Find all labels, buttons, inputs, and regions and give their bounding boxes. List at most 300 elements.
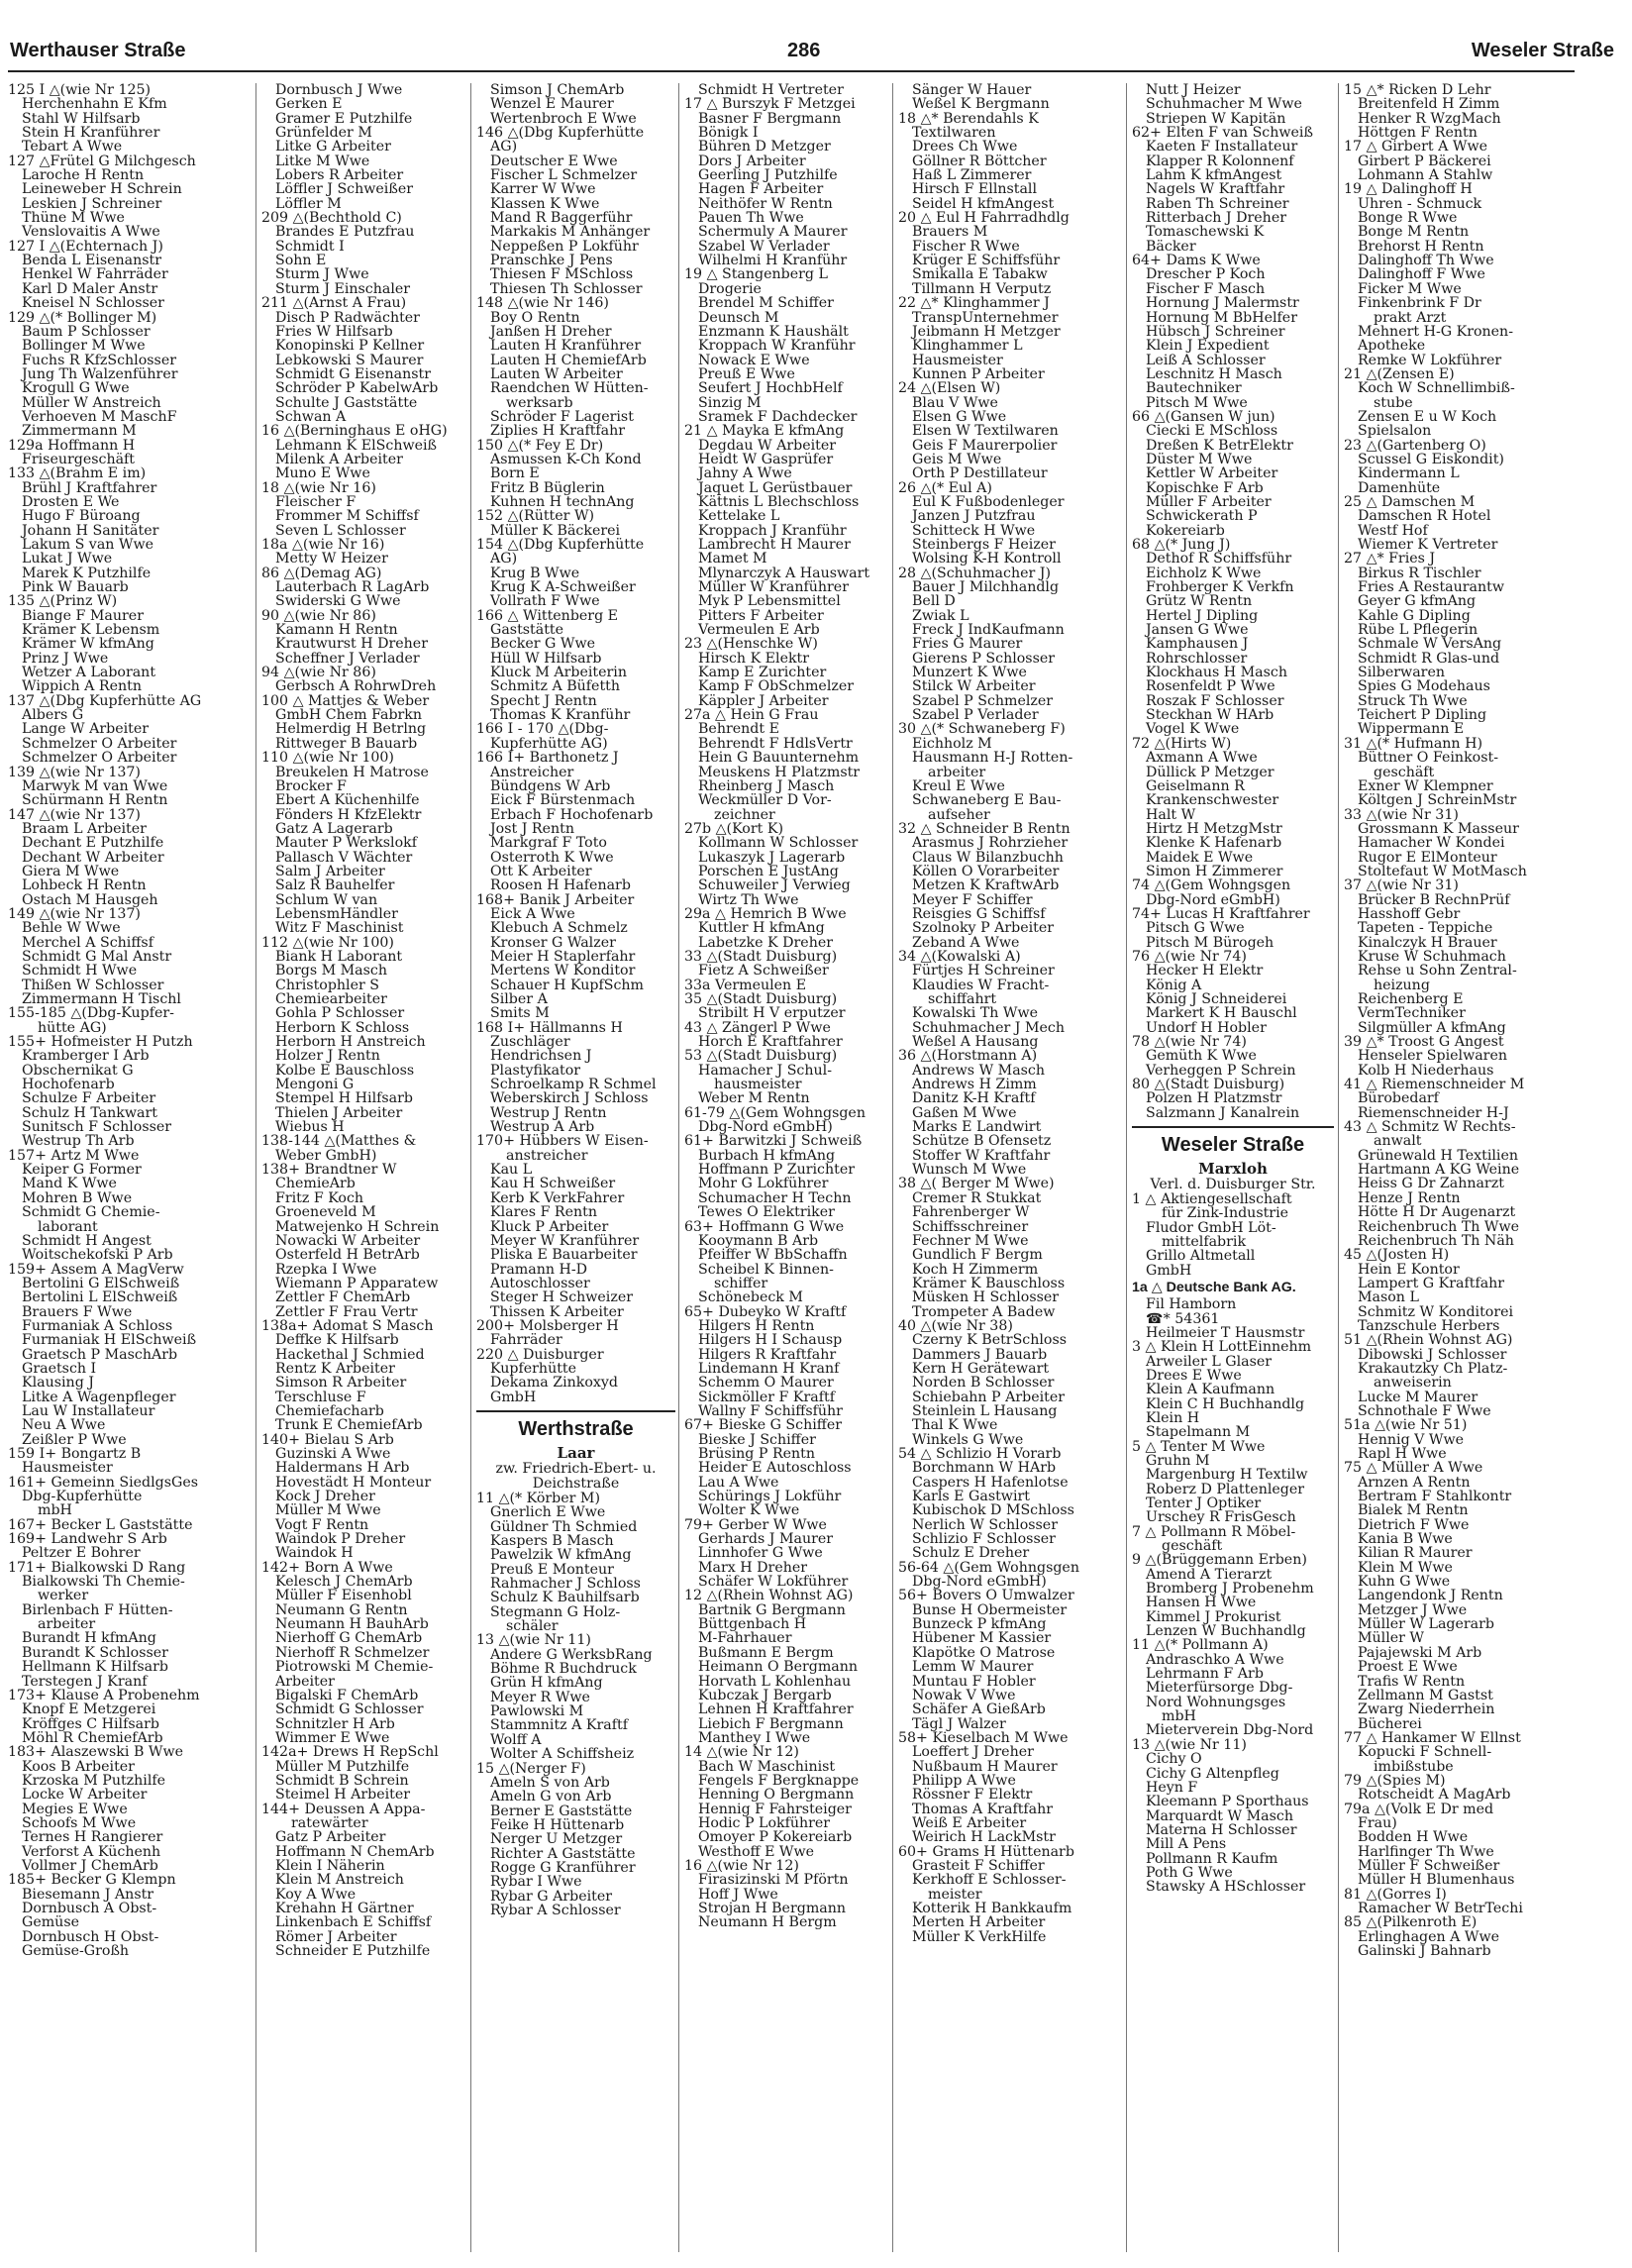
directory-entry: Schmidt G Chemie-	[22, 1205, 160, 1220]
directory-entry: Philipp A Wwe	[912, 1773, 1016, 1789]
directory-entry: Harlfinger Th Wwe	[1358, 1844, 1494, 1859]
directory-entry: Ameln S von Arb	[490, 1775, 610, 1791]
directory-entry: 79+ Gerber W Wwe	[684, 1517, 827, 1533]
directory-entry: Schulz K Bauhilfsarb	[490, 1591, 640, 1605]
directory-entry: Fries A Restaurantw	[1358, 580, 1504, 595]
directory-entry: Blau V Wwe	[912, 395, 998, 410]
directory-entry: Tägl J Walzer	[912, 1716, 1006, 1731]
directory-entry: Biank H Laborant	[275, 949, 403, 965]
directory-entry: Prinz J Wwe	[22, 651, 109, 667]
directory-entry: mittelfabrik	[1162, 1235, 1247, 1250]
directory-entry: Müller M Putzhilfe	[275, 1759, 410, 1774]
directory-entry: Rogge G Kranführer	[490, 1860, 636, 1876]
directory-entry: Schuhmacher M Wwe	[1146, 97, 1302, 112]
directory-entry: Specht J Rentn	[490, 693, 597, 709]
directory-entry: Bühren D Metzger	[698, 140, 831, 155]
directory-entry: Koch H Zimmerm	[912, 1262, 1039, 1277]
directory-entry: Henze J Rentn	[1358, 1190, 1461, 1206]
directory-entry: Richter A Gaststätte	[490, 1846, 636, 1861]
directory-entry: Wippermann E	[1358, 722, 1465, 737]
directory-entry: Rübe L Pflegerin	[1358, 623, 1479, 638]
directory-entry: Dbg-Nord eGmbH)	[698, 1120, 833, 1135]
directory-entry: prakt Arzt	[1374, 310, 1447, 325]
directory-entry: Schmidt G Mal Anstr	[22, 949, 172, 965]
directory-entry: Erlinghagen A Wwe	[1358, 1929, 1500, 1945]
directory-entry: Wiebus H	[275, 1120, 345, 1135]
directory-entry: Dbg-Kupferhütte	[22, 1490, 143, 1504]
directory-entry: Steinbergs F Heizer	[912, 538, 1056, 553]
directory-entry: Hertel J Dipling	[1146, 608, 1259, 624]
directory-entry: 14 △(wie Nr 12)	[684, 1745, 799, 1760]
directory-entry: Berner E Gaststätte	[490, 1804, 633, 1818]
directory-entry: 154 △(Dbg Kupferhütte	[476, 538, 645, 553]
column-3	[476, 83, 675, 2257]
directory-entry: Furmaniak H ElSchweiß	[22, 1333, 197, 1348]
directory-entry: Kroppach W Kranführ	[698, 339, 856, 354]
directory-entry: Rybar A Schlosser	[490, 1903, 621, 1918]
directory-entry: Müller W Anstreich	[22, 395, 161, 410]
directory-entry: Klenke K Hafenarb	[1146, 836, 1282, 851]
directory-entry: Bunzeck P kfmAng	[912, 1617, 1047, 1632]
directory-entry: 30 △(* Schwaneberg F)	[898, 722, 1066, 737]
directory-entry: Müller K VerkHilfe	[912, 1929, 1047, 1945]
column-divider	[892, 83, 893, 2252]
directory-entry: 37 △(wie Nr 31)	[1344, 878, 1459, 893]
directory-entry: Burandt H kfmAng	[22, 1631, 156, 1646]
directory-entry: Arweiler L Glaser	[1146, 1354, 1273, 1369]
section-note: zw. Friedrich-Ebert- u.	[495, 1460, 657, 1477]
directory-entry: Linnhofer G Wwe	[698, 1546, 823, 1561]
directory-entry: Dechant E Putzhilfe	[22, 836, 164, 851]
directory-entry: Klein C H Buchhandlg	[1146, 1396, 1305, 1411]
directory-entry: König A	[1146, 978, 1202, 992]
directory-entry: Lukat J Wwe	[22, 552, 113, 567]
directory-entry: Kowalski Th Wwe	[912, 1006, 1039, 1021]
directory-entry: Schönebeck M	[698, 1290, 803, 1305]
directory-entry: Drees E Wwe	[1146, 1368, 1242, 1384]
directory-entry: Schröder P KabelwArb	[275, 381, 439, 396]
directory-entry: Kramberger I Arb	[22, 1049, 150, 1064]
directory-entry: Heider E Autoschloss	[698, 1461, 852, 1476]
column-1	[8, 83, 248, 2257]
directory-entry: Marek K Putzhilfe	[22, 566, 152, 581]
directory-entry: Terstegen J Kranf	[22, 1674, 148, 1689]
directory-entry: Krakautzky Ch Platz-	[1358, 1361, 1508, 1377]
directory-entry: Andraschko A Wwe	[1146, 1652, 1284, 1668]
directory-entry: Lauten W Arbeiter	[490, 366, 623, 382]
directory-entry: schiffer	[714, 1276, 768, 1291]
directory-entry: Pauen Th Wwe	[698, 211, 804, 226]
directory-entry: Gatz P Arbeiter	[275, 1830, 386, 1845]
directory-entry: Spies G Modehaus	[1358, 679, 1490, 694]
directory-entry: Wallny F Schiffsführ	[698, 1403, 843, 1419]
directory-entry: Weber GmbH)	[275, 1148, 377, 1164]
directory-entry: Herborn K Schloss	[275, 1020, 410, 1036]
directory-entry: arbeiter	[928, 765, 986, 779]
directory-entry: Herchenhahn E Kfm	[22, 97, 167, 112]
directory-entry: Meuskens H Platzmstr	[698, 765, 861, 779]
directory-entry: Gemüse-Großh	[22, 1944, 130, 1959]
directory-entry: Neu A Wwe	[22, 1418, 106, 1433]
directory-columns	[8, 83, 1575, 2257]
directory-entry: mbH	[1162, 1709, 1196, 1724]
directory-entry: 60+ Grams H Hüttenarb	[898, 1844, 1074, 1859]
directory-entry: Klein M Anstreich	[275, 1873, 404, 1888]
directory-entry: Dekama Zinkoxyd	[490, 1376, 619, 1391]
directory-entry: Schauer H KupfSchm	[490, 978, 644, 992]
header-street-left: Werthauser Straße	[10, 40, 186, 61]
directory-entry: Thissen K Arbeiter	[490, 1304, 624, 1319]
directory-entry: Kluck M Arbeiterin	[490, 666, 627, 680]
directory-entry: Birlenbach F Hütten-	[22, 1602, 173, 1618]
directory-entry: Sturm J Wwe	[275, 267, 369, 282]
directory-entry: Güldner Th Schmied	[490, 1519, 638, 1534]
directory-entry: GmbH	[1146, 1263, 1192, 1279]
directory-entry: 76 △(wie Nr 74)	[1132, 949, 1247, 965]
directory-entry: Fludor GmbH Löt-	[1146, 1220, 1276, 1236]
directory-entry: Pajajewski M Arb	[1358, 1645, 1482, 1661]
directory-entry: Eick F Bürstenmach	[490, 793, 636, 808]
directory-entry: Bonge R Wwe	[1358, 211, 1458, 226]
directory-entry: Fengels F Bergknappe	[698, 1773, 860, 1789]
directory-entry: Borgs M Masch	[275, 964, 388, 979]
directory-entry: Stoltefaut W MotMasch	[1358, 864, 1527, 879]
directory-entry: Preuß E Wwe	[698, 366, 795, 382]
directory-entry: 54 △ Schlizio H Vorarb	[898, 1447, 1062, 1462]
directory-entry: anwalt	[1374, 1134, 1422, 1149]
directory-entry: Rosenfeldt P Wwe	[1146, 679, 1275, 694]
directory-entry: Biesemann J Anstr	[22, 1887, 154, 1902]
directory-entry: Kinalczyk H Brauer	[1358, 935, 1497, 950]
directory-entry: Fischer L Schmelzer	[490, 168, 638, 183]
directory-entry: Sinzig M	[698, 395, 762, 410]
directory-entry: Frommer M Schiffsf	[275, 509, 419, 524]
directory-entry: 159+ Assem A MagVerw	[8, 1262, 184, 1277]
directory-entry: 79a △(Volk E Dr med	[1344, 1802, 1494, 1816]
directory-entry: Neppeßen P Lokführ	[490, 239, 639, 255]
directory-entry: Sturm J Einschaler	[275, 281, 411, 297]
directory-entry: Brauers F Wwe	[22, 1304, 133, 1319]
directory-entry: Westhoff E Wwe	[698, 1844, 815, 1859]
directory-entry: 33 △(wie Nr 31)	[1344, 807, 1459, 822]
directory-entry: 17 △ Burszyk F Metzgei	[684, 97, 856, 112]
directory-entry: AG)	[490, 140, 518, 155]
directory-entry: 56+ Bovers O Umwalzer	[898, 1589, 1074, 1603]
directory-entry: Ziplies H Kraftfahr	[490, 424, 626, 439]
directory-entry: Raben Th Schreiner	[1146, 196, 1289, 212]
directory-entry: Brehorst H Rentn	[1358, 239, 1484, 255]
directory-entry: Tebart A Wwe	[22, 140, 123, 155]
directory-entry: Kettelake L	[698, 509, 780, 524]
directory-entry: Thomas K Kranführ	[490, 708, 631, 723]
directory-entry: Westrup J Rentn	[490, 1105, 607, 1121]
directory-entry: Kruse W Schuhmach	[1358, 949, 1506, 965]
directory-entry: Bromberg J Probenehm	[1146, 1582, 1314, 1597]
directory-entry: werker	[38, 1589, 89, 1603]
directory-entry: Litke A Wagenpfleger	[22, 1390, 176, 1404]
directory-entry: Müller F Eisenhobl	[275, 1589, 412, 1603]
directory-entry: Baum P Schlosser	[22, 324, 151, 340]
directory-entry: Schmale W VersAng	[1358, 637, 1502, 652]
directory-entry: 169+ Landwehr S Arb	[8, 1532, 167, 1547]
directory-entry: Elsen W Textilwaren	[912, 424, 1059, 439]
directory-entry: Dornbusch H Obst-	[22, 1929, 159, 1945]
directory-entry: Wolsing K-H Kontroll	[912, 552, 1062, 567]
directory-entry: Koch W Schnellimbiß-	[1358, 381, 1515, 396]
directory-entry: Pawelzik W kfmAng	[490, 1548, 632, 1563]
directory-entry: Hendrichsen J	[490, 1049, 592, 1064]
directory-entry: Westrup Th Arb	[22, 1134, 135, 1149]
directory-entry: Eichholz M	[912, 736, 992, 752]
directory-entry: Hübener M Kassier	[912, 1631, 1052, 1646]
directory-entry: Autoschlosser	[490, 1276, 590, 1291]
directory-entry: Labetzke K Dreher	[698, 935, 834, 950]
directory-entry: 66 △(Gansen W jun)	[1132, 409, 1275, 425]
directory-entry: Dornbusch J Wwe	[275, 83, 403, 98]
directory-entry: Schmidt H Wwe	[22, 964, 138, 979]
directory-entry: Schütze B Ofensetz	[912, 1134, 1052, 1149]
directory-entry: Hennig V Wwe	[1358, 1432, 1465, 1447]
directory-entry: Henseler Spielwaren	[1358, 1049, 1507, 1064]
directory-entry: Fuchs R KfzSchlosser	[22, 353, 176, 367]
directory-entry: Marwyk M van Wwe	[22, 778, 168, 794]
directory-entry: Biange F Maurer	[22, 608, 144, 624]
directory-entry: Bönigk I	[698, 126, 759, 141]
directory-entry: Sohn E	[275, 254, 327, 268]
directory-entry: Deutscher E Wwe	[490, 154, 618, 169]
directory-entry: Dibowski J Schlosser	[1358, 1347, 1507, 1362]
directory-entry: Bell D	[912, 594, 956, 609]
directory-entry: Steinlein L Hausang	[912, 1403, 1058, 1419]
directory-entry: 166 I+ Barthonetz J	[476, 751, 619, 766]
directory-entry: Scussel G Eiskondit)	[1358, 452, 1504, 467]
directory-entry: Lebkowski S Maurer	[275, 353, 424, 367]
directory-entry: LebensmHändler	[275, 906, 398, 922]
directory-entry: Kleemann P Sporthaus	[1146, 1795, 1309, 1809]
directory-entry: Smits M	[490, 1006, 550, 1021]
directory-entry: Silberwaren	[1358, 666, 1445, 680]
directory-entry: Mill A Pens	[1146, 1837, 1227, 1852]
directory-entry: Brauers M	[912, 225, 988, 240]
directory-entry: Halt W	[1146, 807, 1196, 822]
directory-entry: Bautechniker	[1146, 381, 1242, 396]
directory-entry: Klapötke O Matrose	[912, 1645, 1056, 1661]
directory-entry: Frau)	[1358, 1815, 1397, 1831]
directory-entry: Fleischer F	[275, 494, 357, 510]
directory-entry: Wiemer K Vertreter	[1358, 538, 1498, 553]
directory-entry: Düllick P Metzger	[1146, 765, 1275, 779]
directory-entry: Pitsch M Wwe	[1146, 395, 1248, 410]
directory-entry: Meyer W Kranführer	[490, 1233, 640, 1249]
directory-entry: 27b △(Kort K)	[684, 821, 783, 837]
directory-entry: Bonge M Rentn	[1358, 225, 1470, 240]
directory-entry: Schuhmacher J Mech	[912, 1020, 1065, 1036]
directory-entry: Tanzschule Herbers	[1358, 1318, 1500, 1334]
directory-entry: Müller M Wwe	[275, 1503, 381, 1518]
directory-entry: Hilgers H Rentn	[698, 1318, 815, 1334]
directory-entry: Karl D Maler Anstr	[22, 281, 158, 297]
directory-entry: Kollmann W Schlosser	[698, 836, 859, 851]
directory-entry: König J Schneiderei	[1146, 992, 1287, 1007]
directory-entry: Salz R Bauhelfer	[275, 878, 395, 893]
directory-entry: Spielsalon	[1358, 424, 1432, 439]
directory-entry: Koy A Wwe	[275, 1887, 357, 1902]
directory-entry: Klein A Kaufmann	[1146, 1383, 1275, 1397]
directory-entry: 110 △(wie Nr 100)	[261, 751, 394, 766]
directory-entry: 43 △ Zängerl P Wwe	[684, 1020, 831, 1036]
directory-entry: Groeneveld M	[275, 1205, 376, 1220]
directory-entry: Klaudies W Fracht-	[912, 978, 1050, 992]
directory-entry: Schulz E Dreher	[912, 1546, 1030, 1561]
directory-entry: 67+ Bieske G Schiffer	[684, 1418, 843, 1433]
directory-entry: Hugo F Büroang	[22, 509, 141, 524]
directory-entry: 18 △* Berendahls K	[898, 111, 1039, 127]
directory-entry: Maidek E Wwe	[1146, 850, 1254, 865]
directory-entry: arbeiter	[38, 1617, 96, 1632]
directory-entry: Mertens W Konditor	[490, 964, 636, 979]
column-5	[898, 83, 1120, 2257]
directory-entry: Meier H Staplerfahr	[490, 949, 636, 965]
directory-entry: Bäcker	[1146, 239, 1196, 255]
directory-entry: Zuschläger	[490, 1035, 570, 1050]
directory-entry: Tenter J Optiker	[1146, 1495, 1262, 1511]
directory-entry: Büttgenbach H	[698, 1617, 807, 1632]
directory-entry: Hoffmann N ChemArb	[275, 1844, 435, 1859]
directory-entry: Wippich A Rentn	[22, 679, 142, 694]
directory-entry: Helmerdig H Betrlng	[275, 722, 427, 737]
directory-entry: 200+ Molsberger H	[476, 1318, 619, 1334]
directory-entry: Waindok P Dreher	[275, 1532, 406, 1547]
directory-entry: Gerken E	[275, 97, 343, 112]
directory-entry: Schmidt G Eisenanstr	[275, 366, 431, 382]
directory-entry: Thüne M Wwe	[22, 211, 125, 226]
directory-entry: Ritterbach J Dreher	[1146, 211, 1286, 226]
directory-entry: Winkels G Wwe	[912, 1432, 1024, 1447]
directory-entry: Hilgers H I Schausp	[698, 1333, 843, 1348]
directory-entry: mbH	[38, 1503, 72, 1518]
directory-entry: Rittweger B Bauarb	[275, 736, 418, 752]
directory-entry: 19 △ Stangenberg L	[684, 267, 828, 282]
directory-entry: anweiserin	[1374, 1376, 1452, 1391]
directory-entry: heizung	[1374, 978, 1430, 992]
directory-entry: GmbH Chem Fabrkn	[275, 708, 423, 723]
directory-entry: 127 I △(Echternach J)	[8, 239, 163, 255]
directory-entry: Gierens P Schlosser	[912, 651, 1056, 667]
directory-entry: Mlynarczyk A Hauswart	[698, 566, 870, 581]
directory-entry: Nutt J Heizer	[1146, 83, 1241, 98]
directory-entry: 112 △(wie Nr 100)	[261, 935, 394, 950]
directory-entry: Wolff A	[490, 1732, 542, 1748]
directory-entry: Kupferhütte	[490, 1361, 577, 1377]
directory-entry: 21 △ Mayka E kfmAng	[684, 424, 845, 439]
directory-entry: Hübsch J Schreiner	[1146, 324, 1285, 340]
directory-entry: 146 △(Dbg Kupferhütte	[476, 126, 645, 141]
directory-entry: Bach W Maschinist	[698, 1759, 836, 1774]
directory-entry: 33a Vermeulen E	[684, 978, 807, 992]
directory-entry: Manthey I Wwe	[698, 1730, 811, 1746]
directory-entry: Krug K A-Schweißer	[490, 580, 636, 595]
directory-entry: Tapeten - Teppiche	[1358, 921, 1493, 936]
directory-entry: Schulz H Tankwart	[22, 1105, 157, 1121]
directory-entry: Jansen G Wwe	[1146, 623, 1249, 638]
directory-entry: Verhoeven M MaschF	[22, 409, 177, 425]
directory-entry: Bialek M Rentn	[1358, 1503, 1469, 1518]
directory-entry: Rzepka I Wwe	[275, 1262, 377, 1277]
directory-entry: 77 △ Hankamer W Ellnst	[1344, 1730, 1521, 1746]
directory-entry: 155-185 △(Dbg-Kupfer-	[8, 1006, 174, 1021]
directory-entry: Tillmann H Verputz	[912, 281, 1052, 297]
directory-entry: Ebert A Küchenhilfe	[275, 793, 420, 808]
directory-entry: Osterfeld H BetrArb	[275, 1248, 420, 1263]
directory-entry: Bußmann E Bergm	[698, 1645, 834, 1661]
directory-entry: 125 I △(wie Nr 125)	[8, 83, 152, 98]
directory-entry: Porschen E JustAng	[698, 864, 839, 879]
directory-entry: Leskien J Schreiner	[22, 196, 162, 212]
directory-entry: schäler	[506, 1619, 559, 1634]
directory-entry: Preuß E Monteur	[490, 1562, 614, 1578]
directory-entry: Ternes H Rangierer	[22, 1830, 163, 1845]
directory-entry: Düster M Wwe	[1146, 452, 1253, 467]
directory-entry: Zwiak L	[912, 608, 969, 624]
directory-entry: Marquardt W Masch	[1146, 1808, 1293, 1823]
directory-entry: Zellmann M Gastst	[1358, 1688, 1493, 1703]
directory-entry: Gemüth K Wwe	[1146, 1049, 1257, 1064]
directory-entry: Markgraf F Toto	[490, 836, 607, 851]
directory-entry: Ott K Arbeiter	[490, 864, 592, 879]
directory-entry: Hirtz H MetzgMstr	[1146, 821, 1282, 837]
directory-entry: Hennig F Fahrsteiger	[698, 1802, 852, 1816]
directory-entry: 173+ Klause A Probenehm	[8, 1688, 200, 1703]
directory-entry: Wirtz Th Wwe	[698, 892, 799, 907]
directory-entry: Osterroth K Wwe	[490, 850, 614, 865]
directory-entry: 168+ Banik J Arbeiter	[476, 892, 635, 907]
directory-entry: 68 △(* Jung J)	[1132, 538, 1231, 553]
directory-entry: Knopf E Metzgerei	[22, 1702, 156, 1717]
directory-entry: Muno E Wwe	[275, 466, 370, 481]
directory-entry: Exner W Klempner	[1358, 778, 1493, 794]
directory-entry: Pitsch M Bürogeh	[1146, 935, 1275, 950]
directory-entry: Grillo Altmetall	[1146, 1249, 1256, 1264]
directory-entry: Piotrowski M Chemie-	[275, 1660, 434, 1675]
directory-entry: 34 △(Kowalski A)	[898, 949, 1021, 965]
directory-entry: Claus W Bilanzbuchh	[912, 850, 1064, 865]
directory-entry: Struck Th Wwe	[1358, 693, 1468, 709]
directory-entry: 58+ Kieselbach M Wwe	[898, 1730, 1069, 1746]
directory-entry: Klebuch A Schmelz	[490, 921, 628, 936]
directory-entry: Grasteit F Schiffer	[912, 1858, 1045, 1874]
directory-entry: Trompeter A Badew	[912, 1304, 1056, 1319]
directory-entry: Meyer R Wwe	[490, 1690, 590, 1705]
directory-entry: 25 △ Damschen M	[1344, 494, 1476, 510]
directory-entry: Seidel H kfmAngest	[912, 196, 1055, 212]
directory-entry: Dors J Arbeiter	[698, 154, 806, 169]
directory-entry: Kopischke F Arb	[1146, 480, 1264, 495]
directory-entry: Raendchen W Hütten-	[490, 381, 649, 396]
directory-entry: Gaststätte	[490, 623, 564, 638]
directory-entry: 148 △(wie Nr 146)	[476, 296, 609, 311]
directory-entry: Pink W Bauarb	[22, 580, 129, 595]
directory-entry: Heilmeier T Hausmstr	[1146, 1325, 1305, 1341]
directory-entry: Hötte H Dr Augenarzt	[1358, 1205, 1516, 1220]
directory-entry: Stammnitz A Kraftf	[490, 1718, 628, 1733]
directory-entry: Lauten H ChemiefArb	[490, 353, 647, 367]
directory-entry: Deunsch M	[698, 310, 779, 325]
directory-entry: Möhl R ChemiefArb	[22, 1730, 163, 1746]
directory-entry: Hochofenarb	[22, 1078, 115, 1092]
directory-entry: 11 △(* Pollmann A)	[1132, 1638, 1269, 1653]
directory-entry: 28 △(Schuhmacher J)	[898, 566, 1051, 581]
directory-entry: 18a △(wie Nr 16)	[261, 538, 385, 553]
